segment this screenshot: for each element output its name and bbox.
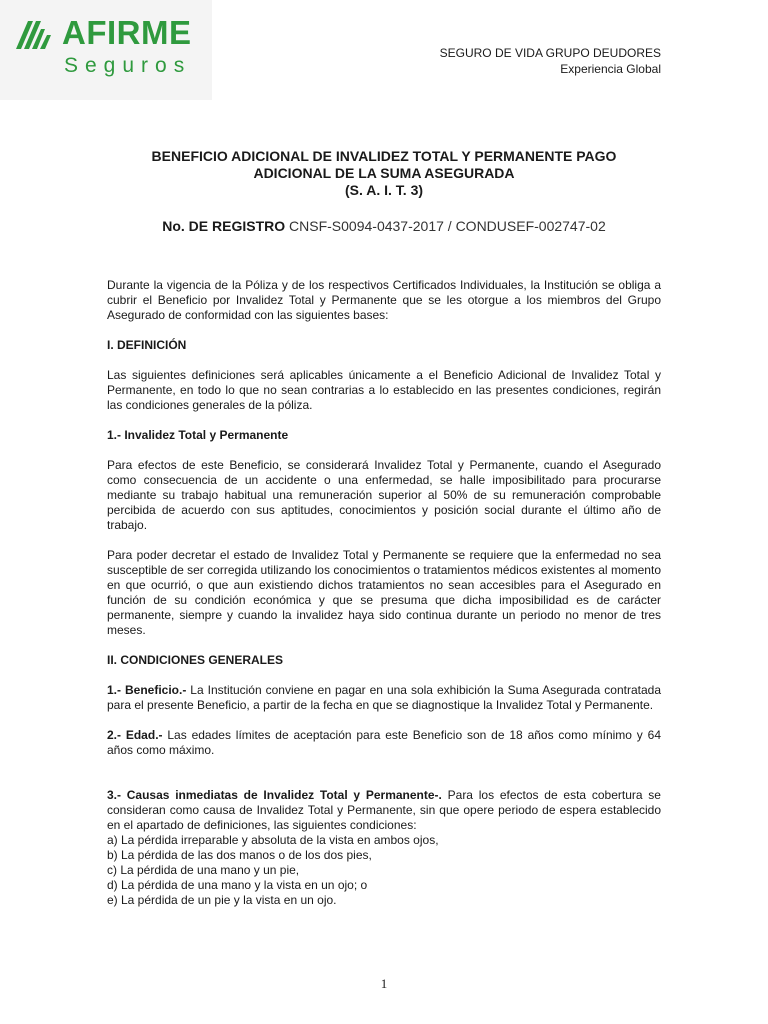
logo: [0, 0, 212, 100]
list-item: a) La pérdida irreparable y absoluta de la vista en ambos ojos,: [107, 833, 439, 847]
intro-paragraph: Durante la vigencia de la Póliza y de los respectivos Certificados Individuales, la Institución se obliga a cubrir el Beneficio por Invalidez Total y Permanente que se les otorgue a los miembros del Grupo Asegurado de conformidad con las siguientes bases:: [107, 278, 661, 322]
logo-name: AFIRME: [62, 14, 192, 51]
header-tagline: Experiencia Global: [560, 62, 661, 76]
list-item: d) La pérdida de una mano y la vista en un ojo; o: [107, 878, 368, 892]
invalidez-paragraph-1: Para efectos de este Beneficio, se considerará Invalidez Total y Permanente, cuando el Asegurado como consecuencia de un accidente o una enfermedad, se halle imposibilitado para procurarse mediante su trabajo habitual una remuneración superior al 50% de su remuneración comprobable percibida de acuerdo con sus aptitudes, conocimientos y posición social durante el último año de trabajo.: [107, 458, 661, 532]
logo-subtitle: Seguros: [64, 54, 192, 77]
invalidez-paragraph-2: Para poder decretar el estado de Invalidez Total y Permanente se requiere que la enfermedad no sea susceptible de ser corregida utilizando los conocimientos o tratamientos médicos existentes al momento en que ocurrió, o que aun existiendo dichos tratamientos no sean accesibles para el Asegurado en función de su condición económica y que se presuma que dicha imposibilidad es de carácter permanente, siempre y cuando la invalidez haya sido continua durante un periodo no menor de tres meses.: [107, 548, 661, 637]
clause-beneficio-text: La Institución conviene en pagar en una sola exhibición la Suma Asegurada contratada para el presente Beneficio, a partir de la fecha en que se diagnostique la Invalidez Total y Permanente.: [107, 683, 661, 712]
clause-edad-label: 2.- Edad.-: [107, 728, 163, 742]
section-heading-condiciones: II. CONDICIONES GENERALES: [107, 653, 284, 667]
definicion-paragraph: Las siguientes definiciones será aplicables únicamente a el Beneficio Adicional de Invalidez Total y Permanente, en todo lo que no sean contrarias a lo establecido en las presentes condiciones, regirán las condiciones generales de la póliza.: [107, 368, 661, 412]
title-line-2: ADICIONAL DE LA SUMA ASEGURADA: [253, 165, 515, 181]
section-heading-definicion: I. DEFINICIÓN: [107, 338, 187, 352]
clause-causas: [107, 788, 661, 833]
registration-label: No. DE REGISTRO: [162, 218, 286, 234]
title-line-3: (S. A. I. T. 3): [344, 182, 424, 198]
list-item: b) La pérdida de las dos manos o de los dos pies,: [107, 848, 372, 862]
list-item: c) La pérdida de una mano y un pie,: [107, 863, 300, 877]
clause-causas-text: Para los efectos de esta cobertura se consideran como causa de Invalidez Total y Permanente, sin que opere periodo de espera establecido en el apartado de definiciones, las siguientes condiciones:: [107, 788, 661, 832]
title-line-1: BENEFICIO ADICIONAL DE INVALIDEZ TOTAL Y PERMANENTE PAGO: [151, 148, 617, 164]
clause-causas-label: 3.- Causas inmediatas de Invalidez Total y Permanente-.: [107, 788, 442, 802]
clause-edad-text: Las edades límites de aceptación para este Beneficio son de 18 años como mínimo y 64 años como máximo.: [107, 728, 662, 757]
page-number: 1: [380, 976, 388, 991]
clause-beneficio-label: 1.- Beneficio.-: [107, 683, 187, 697]
registration-value: CNSF-S0094-0437-2017 / CONDUSEF-002747-02: [285, 218, 606, 234]
document-title: [107, 148, 661, 199]
subheading-invalidez: 1.- Invalidez Total y Permanente: [107, 428, 289, 442]
clause-edad: [107, 728, 661, 758]
conditions-list: [107, 833, 661, 908]
document-header: [440, 45, 661, 77]
afirme-logo-mark-icon: [14, 18, 60, 52]
header-product-name: SEGURO DE VIDA GRUPO DEUDORES: [439, 46, 661, 60]
document-body: [107, 278, 661, 908]
registration-number: [107, 218, 661, 234]
clause-beneficio: [107, 683, 661, 713]
list-item: e) La pérdida de un pie y la vista en un ojo.: [107, 893, 337, 907]
